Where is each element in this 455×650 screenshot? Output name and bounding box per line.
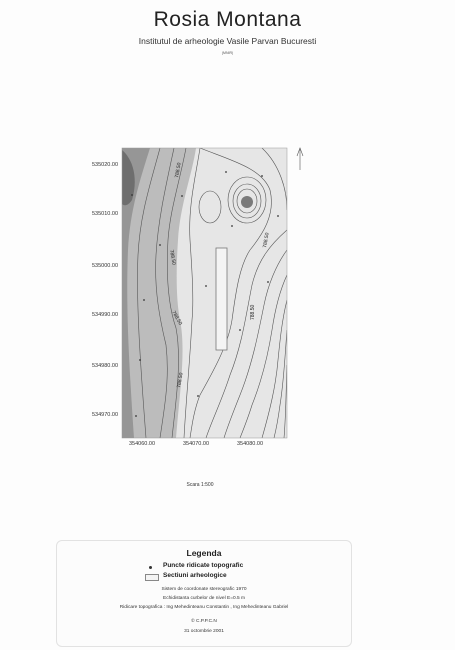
survey-point [139, 359, 141, 361]
contour-label: 788.50 [176, 372, 185, 389]
contour-label: 788.50 [250, 304, 256, 320]
x-tick-label: 354080.00 [237, 441, 263, 447]
survey-point [239, 329, 241, 331]
y-tick-label: 535010.00 [92, 211, 118, 217]
survey-point [181, 195, 183, 197]
depression-center [241, 196, 253, 208]
survey-point [205, 285, 207, 287]
y-tick-label: 534970.00 [92, 412, 118, 418]
scale-label: Scara 1:500 [186, 482, 214, 488]
small-note: (MNIR) [221, 51, 234, 55]
survey-point [277, 215, 279, 217]
north-arrow-icon [297, 148, 303, 170]
survey-point-symbol-icon [149, 566, 152, 569]
survey-point [143, 299, 145, 301]
legend-item-sections: Sectiuni arheologice [163, 572, 227, 579]
survey-point [131, 194, 133, 196]
archaeological-section [216, 248, 227, 350]
survey-point [261, 175, 263, 177]
survey-point [197, 395, 199, 397]
survey-point [267, 281, 269, 283]
contour-label: 788.50 [168, 249, 177, 266]
coordinate-system: Sistem de coordonate stereografic 1970 [161, 587, 247, 592]
y-tick-label: 534990.00 [92, 312, 118, 318]
map-title: Rosia Montana [153, 8, 302, 31]
contour-label: 788.50 [262, 232, 271, 249]
y-tick-label: 535020.00 [92, 162, 118, 168]
legend-title: Legenda [186, 548, 222, 558]
survey-credits: Ridicare topografica : Ing Mehedinteanu Constantin , Ing Mehedinteanu Gabriel [119, 605, 289, 610]
legend-panel [56, 540, 352, 647]
survey-point [231, 225, 233, 227]
y-tick-label: 535000.00 [92, 263, 118, 269]
x-tick-label: 354070.00 [183, 441, 209, 447]
survey-point [135, 415, 137, 417]
section-symbol-icon [145, 574, 159, 581]
copyright: © C.P.P.C.N [191, 619, 217, 624]
x-tick-label: 354060.00 [129, 441, 155, 447]
contour-label: 788.50 [174, 162, 183, 179]
legend-item-survey-points: Puncte ridicate topografic [163, 562, 244, 569]
map-subtitle: Institutul de arheologie Vasile Parvan Bucuresti [138, 36, 317, 46]
survey-point [225, 171, 227, 173]
date: 31 octombrie 2001 [184, 629, 224, 634]
survey-point [159, 244, 161, 246]
y-tick-label: 534980.00 [92, 363, 118, 369]
contour-interval: Echidistanta curbelor de nivel E=0.5 m [163, 596, 245, 601]
contour-label: 788.50 [170, 310, 184, 327]
